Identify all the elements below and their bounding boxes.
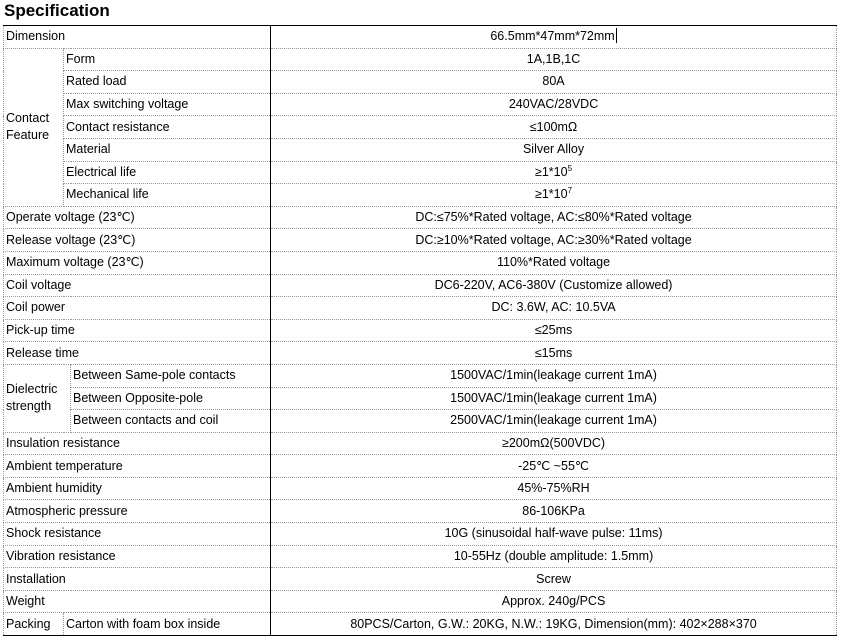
table-row — [4, 251, 837, 274]
table-row — [4, 161, 837, 184]
table-row — [4, 545, 837, 568]
row-value: ≤15ms — [271, 342, 837, 365]
table-row — [4, 523, 837, 546]
row-label: Material — [64, 138, 271, 161]
row-label: Dimension — [4, 26, 271, 49]
row-value: 80PCS/Carton, G.W.: 20KG, N.W.: 19KG, Dimension(mm): 402×288×370 — [271, 613, 837, 636]
row-value: 10G (sinusoidal half-wave pulse: 11ms) — [271, 523, 837, 546]
table-row — [4, 500, 837, 523]
page-title: Specification — [4, 1, 110, 20]
row-label: Weight — [4, 590, 271, 613]
value-exponent: 5 — [567, 163, 573, 173]
table-row — [4, 364, 837, 387]
row-value: 10-55Hz (double amplitude: 1.5mm) — [271, 545, 837, 568]
row-value: 110%*Rated voltage — [271, 251, 837, 274]
row-value: ≥200mΩ(500VDC) — [271, 432, 837, 455]
table-row — [4, 432, 837, 455]
row-value: 1500VAC/1min(leakage current 1mA) — [271, 364, 837, 387]
row-label: Installation — [4, 568, 271, 591]
row-value: 45%-75%RH — [271, 477, 837, 500]
row-sublabel: Carton with foam box inside — [64, 613, 271, 636]
row-value: 240VAC/28VDC — [271, 93, 837, 116]
row-label: Vibration resistance — [4, 545, 271, 568]
table-row — [4, 568, 837, 591]
row-label: Release time — [4, 342, 271, 365]
row-value: 80A — [271, 71, 837, 94]
row-label: Ambient humidity — [4, 477, 271, 500]
table-row — [4, 93, 837, 116]
row-label: Maximum voltage (23℃) — [4, 251, 271, 274]
row-value: Silver Alloy — [271, 138, 837, 161]
table-row — [4, 387, 837, 410]
row-label: Insulation resistance — [4, 432, 271, 455]
row-value: DC:≤75%*Rated voltage, AC:≤80%*Rated voltage — [271, 206, 837, 229]
row-label: Between contacts and coil — [71, 410, 271, 433]
row-value: -25℃ ~55℃ — [271, 455, 837, 478]
row-value: 2500VAC/1min(leakage current 1mA) — [271, 410, 837, 433]
table-row — [4, 26, 837, 49]
table-row — [4, 297, 837, 320]
row-label: Form — [64, 48, 271, 71]
row-value — [271, 161, 837, 184]
row-value: 1A,1B,1C — [271, 48, 837, 71]
row-label: Mechanical life — [64, 184, 271, 207]
value-exponent: 7 — [567, 186, 573, 196]
row-label: Coil voltage — [4, 274, 271, 297]
table-row — [4, 455, 837, 478]
row-value: ≤100mΩ — [271, 116, 837, 139]
spec-table — [3, 25, 837, 636]
group-label-dielectric: Dielectric strength — [4, 364, 71, 432]
row-value: Approx. 240g/PCS — [271, 590, 837, 613]
row-value: DC6-220V, AC6-380V (Customize allowed) — [271, 274, 837, 297]
row-label: Atmospheric pressure — [4, 500, 271, 523]
text-cursor — [616, 28, 617, 43]
row-label: Between Opposite-pole — [71, 387, 271, 410]
table-row — [4, 48, 837, 71]
row-label: Coil power — [4, 297, 271, 320]
group-label-contact: Contact Feature — [4, 48, 64, 206]
table-row — [4, 116, 837, 139]
row-label: Packing — [4, 613, 64, 636]
value-base: ≥1*10 — [535, 187, 568, 202]
value-base: ≥1*10 — [535, 164, 568, 179]
row-label: Electrical life — [64, 161, 271, 184]
row-value: 1500VAC/1min(leakage current 1mA) — [271, 387, 837, 410]
row-label: Contact resistance — [64, 116, 271, 139]
table-row — [4, 477, 837, 500]
dimension-value: 66.5mm*47mm*72mm — [490, 29, 615, 44]
table-row — [4, 410, 837, 433]
row-label: Shock resistance — [4, 523, 271, 546]
row-label: Release voltage (23℃) — [4, 229, 271, 252]
row-value: DC: 3.6W, AC: 10.5VA — [271, 297, 837, 320]
table-row — [4, 184, 837, 207]
row-label: Pick-up time — [4, 319, 271, 342]
table-row — [4, 590, 837, 613]
table-row — [4, 229, 837, 252]
row-value[interactable] — [271, 26, 837, 49]
row-label: Rated load — [64, 71, 271, 94]
table-row — [4, 613, 837, 636]
row-label: Between Same-pole contacts — [71, 364, 271, 387]
row-value: 86-106KPa — [271, 500, 837, 523]
row-label: Ambient temperature — [4, 455, 271, 478]
table-row — [4, 274, 837, 297]
table-row — [4, 342, 837, 365]
table-row — [4, 206, 837, 229]
table-row — [4, 319, 837, 342]
row-value: Screw — [271, 568, 837, 591]
row-label: Max switching voltage — [64, 93, 271, 116]
row-value: DC:≥10%*Rated voltage, AC:≥30%*Rated voltage — [271, 229, 837, 252]
row-value: ≤25ms — [271, 319, 837, 342]
row-value — [271, 184, 837, 207]
table-row — [4, 71, 837, 94]
row-label: Operate voltage (23℃) — [4, 206, 271, 229]
table-row — [4, 138, 837, 161]
